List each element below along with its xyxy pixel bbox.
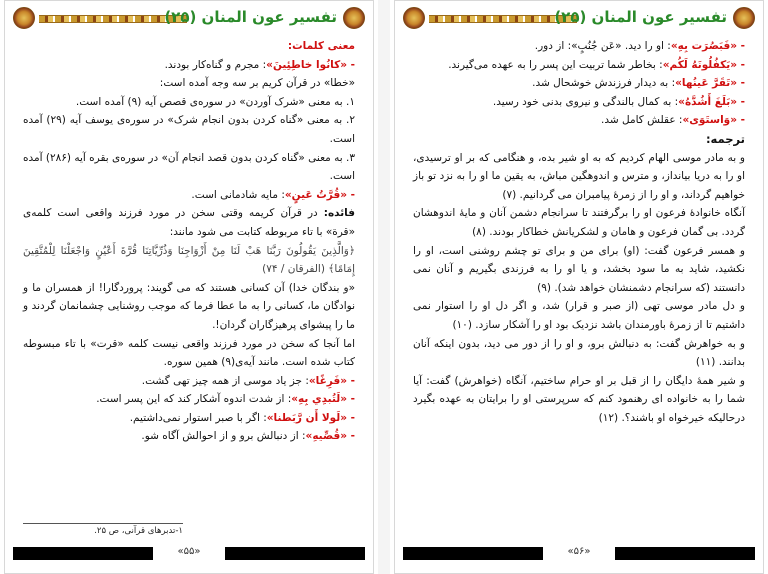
translation-paragraph: و به مادر موسی الهام کردیم که به او شیر بده، و هنگامی که بر او ترسیدی، او را به دریا بیانداز، و مترس و اندوهگین مباش، به یقین ما او را به نزد تو باز خواهیم گرداند، و او را از زمرهٔ پیامبران می گردانیم. (۷)	[413, 151, 745, 201]
page-number: «۵۵»	[177, 546, 201, 557]
numbered-item: ۳. به معنی «گناه کردن بدون قصد انجام آن» در سوره‌ی بقره آیه (۲۸۶) آمده است.	[23, 151, 355, 183]
page-content	[413, 37, 745, 427]
vocab-line: - «فَرِغًا»: جز یاد موسی از همه چیز تهی گشت.	[141, 374, 355, 387]
second-paragraph: اما آنجا که سخن در مورد فرزند واقعی نیست کلمه «قرت» با تاء مبسوطه کتاب شده است. مانند آیه‌ی(۹) همین سوره.	[23, 337, 355, 369]
page-title: تفسیر عون المنان (۲۵)	[164, 8, 337, 26]
vocab-line: - «يَكفُلُونَهُ لَكُم»: بخاطر شما تربیت این پسر را به عهده می‌گیرند.	[448, 58, 745, 71]
vocab-line: - «فَبَصُرَت بِهِ»: او را دید. «عَن جُنُبٍ»: از دور.	[534, 40, 745, 52]
right-page	[394, 0, 764, 574]
translation-paragraph: و شیر همهٔ دایگان را از قبل بر او حرام ساختیم، آنگاه (خواهرش) گفت: آیا شما را به خانواده ای رهنمود کنم که سرپرستی او را برایتان به عهده بگیرد درحالیکه خیرخواه او باشند؟. (۱۲)	[413, 374, 745, 424]
verse-translation: «و بندگان خدا) آن کسانی هستند که می گویند: پروردگارا! از همسران ما و نوادگان ما، کسانی را به ما عطا فرما که موجب روشنایی چشمانمان گردند و ما را پیشوای پرهیزگاران گردان!.	[23, 281, 355, 331]
numbered-item: ۲. به معنی «گناه کردن بدون انجام شرک» در سوره‌ی یوسف آیه (۲۹) آمده است.	[23, 114, 355, 145]
page-footer	[403, 547, 755, 561]
section-heading: معنی کلمات:	[287, 40, 355, 52]
translation-paragraph: و به خواهرش گفت: به دنبالش برو، و او را از دور می دید، بدون اینکه آنان بدانند. (۱۱)	[413, 337, 745, 369]
redacted-bar	[225, 547, 365, 560]
faideh-paragraph: فائده: در قرآن کریمه وقتی سخن در مورد فرزند واقعی است کلمه‌ی «قرة» با تاء مربوطه کتابت می شود مانند:	[23, 207, 355, 238]
page-number: «۵۶»	[567, 546, 591, 557]
vocab-line: - «بَلَغَ أَشُدَّهُ»: به کمال بالندگی و نیروی بدنی خود رسید.	[492, 95, 745, 108]
translation-paragraph: و دل مادر موسی تهی (از صبر و قرار) شد، و اگر دل او را استوار نمی داشتیم تا از زمرهٔ باورمندان باشد نزدیک بود او را آشکار سازد. (۱۰)	[413, 300, 745, 331]
footnote: ۱-تدبرهای قرآنی، ص ۲۵.	[23, 523, 183, 536]
left-page	[4, 0, 374, 574]
vocab-line: - «قُرَّتُ عَينٍ»: مایه شادمانی است.	[191, 188, 355, 201]
vocab-line: - «كانُوا خاطِئِينَ»: مجرم و گناه‌کار بودند.	[164, 58, 355, 71]
text-line: «خطا» در قرآن کریم بر سه وجه آمده است:	[159, 77, 355, 90]
ornament-medallion-icon	[13, 7, 35, 29]
vocab-line: - «تَقَرَّ عَينُها»: به دیدار فرزندش خوشحال شد.	[532, 77, 745, 90]
book-gutter	[378, 0, 390, 574]
page-header	[13, 7, 365, 31]
ornament-medallion-icon	[343, 7, 365, 29]
ornament-medallion-icon	[403, 7, 425, 29]
translation-paragraph: و همسر فرعون گفت: (او) برای من و برای تو چشم روشنی است، او را نکشید، شاید به ما سود بخشد، و یا او را به فرزندی بگیریم و آنان نمی دانستند (که سرانجام دشمنشان خواهد شد). (۹)	[413, 244, 745, 294]
translation-paragraph: آنگاه خانوادهٔ فرعون او را برگرفتند تا سرانجام دشمن آنان و مایهٔ اندوهشان گردد. بی گمان فرعون و هامان و لشکریانش خطاکار بودند. (۸)	[413, 207, 745, 238]
page-title: تفسیر عون المنان (۲۵)	[554, 8, 727, 26]
page-header	[403, 7, 755, 31]
page-content	[23, 37, 355, 446]
vocab-line: - «وَاستَوَى»: عقلش کامل شد.	[601, 114, 745, 127]
vocab-line: - «لَتُبدِي بِهِ»: از شدت اندوه آشکار کند که این پسر است.	[96, 393, 355, 406]
numbered-item: ۱. به معنی «شرک آوردن» در سوره‌ی قصص آیه (۹) آمده است.	[75, 95, 355, 108]
page-footer	[13, 547, 365, 561]
translation-heading: ترجمه:	[705, 131, 745, 146]
ornament-medallion-icon	[733, 7, 755, 29]
vocab-line: - «لَولا أَن رَّبَطنا»: اگر با صبر استوار نمی‌داشتیم.	[129, 411, 355, 424]
quran-verse: ﴿وَالَّذِينَ يَقُولُونَ رَبَّنَا هَبْ لَنَا مِنْ أَزْوَاجِنَا وَذُرِّيَّاتِنَا قُرَّةَ أَعْيُنٍ وَاجْعَلْنَا لِلْمُتَّقِينَ إِمَامًا﴾ (الفرقان / ۷۴)	[23, 244, 355, 276]
vocab-line: - «قُصِّيهِ»: از دنبالش برو و از احوالش آگاه شو.	[141, 430, 355, 443]
redacted-bar	[615, 547, 755, 560]
